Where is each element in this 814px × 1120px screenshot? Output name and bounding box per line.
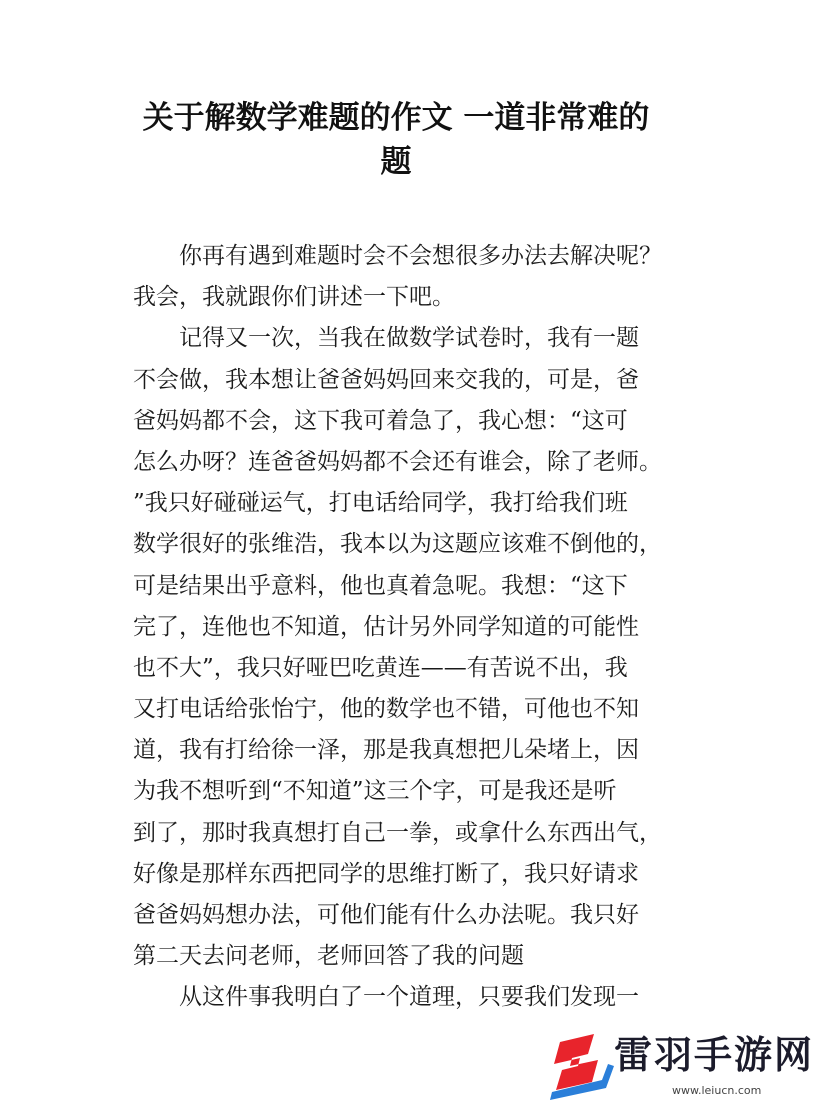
essay-line: 从这件事我明白了一个道理，只要我们发现一: [179, 984, 639, 1011]
essay-line: 好像是那样东西把同学的思维打断了，我只好请求: [133, 860, 639, 887]
essay-line: 不会做，我本想让爸爸妈妈回来交我的，可是，爸: [133, 366, 639, 393]
site-logo-icon: [548, 1032, 614, 1104]
essay-line: 到了，那时我真想打自己一拳，或拿什么东西出气，: [133, 819, 662, 846]
essay-line: 为我不想听到“不知道”这三个字，可是我还是听: [133, 778, 617, 805]
essay-line: 你再有遇到难题时会不会想很多办法去解决呢？: [179, 243, 662, 269]
essay-line: 又打电话给张怡宁，他的数学也不错，可他也不知: [133, 696, 639, 723]
essay-line: 爸爸妈妈想办法，可他们能有什么办法呢。我只好: [133, 902, 639, 928]
essay-line: 道，我有打给徐一泽，那是我真想把儿朵堵上，因: [133, 737, 639, 764]
essay-line: 可是结果出乎意料，他也真着急呢。我想：“这下: [133, 572, 628, 599]
essay-line: 也不大”，我只好哑巴吃黄连——有苦说不出，我: [133, 654, 628, 681]
essay-line: 完了，连他也不知道，估计另外同学知道的可能性: [133, 613, 639, 640]
document-title: [120, 96, 672, 184]
essay-line: 第二天去问老师，老师回答了我的问题: [133, 943, 524, 970]
essay-line: 怎么办呀？连爸爸妈妈都不会还有谁会，除了老师。: [133, 448, 662, 475]
essay-line: 我会，我就跟你们讲述一下吧。: [133, 284, 455, 311]
essay-line: ”我只好碰碰运气，打电话给同学，我打给我们班: [133, 490, 628, 517]
essay-body: [133, 236, 673, 1019]
watermark-site-name: 雷羽手游网: [614, 1033, 814, 1077]
title-line-2: 题: [380, 144, 412, 180]
essay-line: 爸妈妈都不会，这下我可着急了，我心想：“这可: [133, 407, 628, 434]
site-watermark: [548, 1026, 814, 1116]
essay-line: 记得又一次，当我在做数学试卷时，我有一题: [179, 325, 639, 352]
essay-line: 数学很好的张维浩，我本以为这题应该难不倒他的，: [133, 531, 662, 558]
watermark-site-url: www.leiucn.com: [672, 1084, 762, 1097]
title-line-1: 关于解数学难题的作文 一道非常难的: [142, 100, 650, 136]
